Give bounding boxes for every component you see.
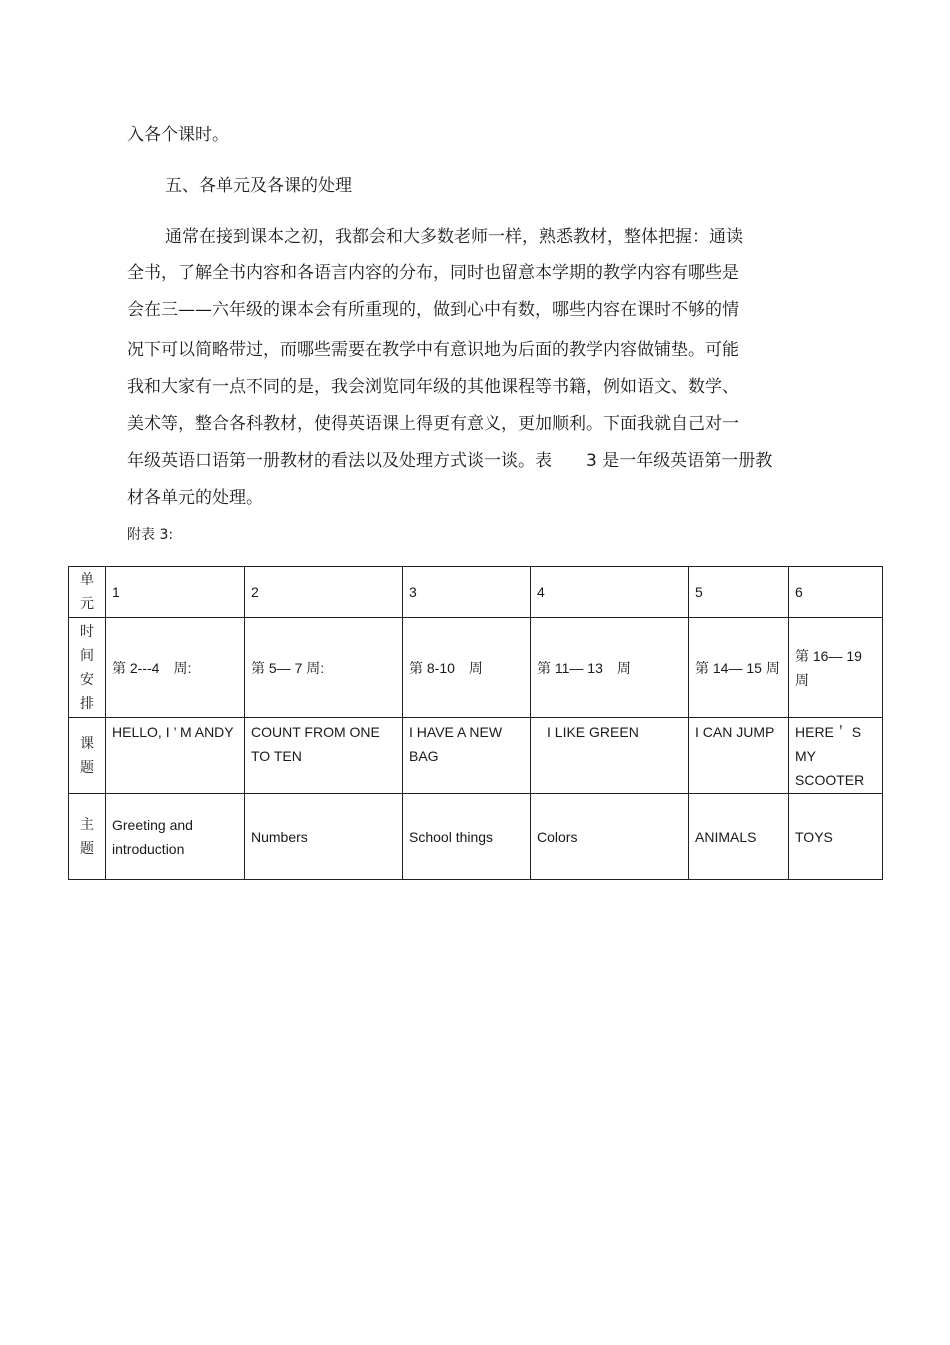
theme-cell: Greeting and introduction	[106, 794, 245, 880]
body-line: 年级英语口语第一册教材的看法以及处理方式谈一谈。表 3 是一年级英语第一册教	[127, 451, 773, 471]
title-cell: I HAVE A NEW BAG	[403, 718, 531, 794]
unit-number-cell: 3	[403, 567, 531, 618]
title-cell: HELLO, I ’ M ANDY	[106, 718, 245, 794]
theme-cell: TOYS	[789, 794, 883, 880]
table-row-schedule	[69, 618, 883, 718]
section-heading: 五、各单元及各课的处理	[165, 176, 352, 196]
schedule-cell: 第 8-10 周	[403, 618, 531, 718]
table-caption: 附表 3:	[127, 527, 174, 543]
schedule-cell: 第 14— 15 周	[689, 618, 789, 718]
body-line: 材各单元的处理。	[127, 488, 263, 508]
title-cell: COUNT FROM ONE TO TEN	[245, 718, 403, 794]
body-line: 通常在接到课本之初，我都会和大多数老师一样，熟悉教材，整体把握：通读	[165, 227, 743, 247]
schedule-cell: 第 2---4 周:	[106, 618, 245, 718]
table-row-theme	[69, 794, 883, 880]
schedule-cell: 第 11— 13 周	[531, 618, 689, 718]
theme-cell: School things	[403, 794, 531, 880]
unit-number-cell: 1	[106, 567, 245, 618]
row-header-unit: 单元	[69, 567, 106, 618]
theme-cell: ANIMALS	[689, 794, 789, 880]
row-header-schedule: 时间安排	[69, 618, 106, 718]
table-row-unit	[69, 567, 883, 618]
carry-over-text: 入各个课时。	[127, 125, 229, 145]
title-cell: I CAN JUMP	[689, 718, 789, 794]
body-line: 会在三——六年级的课本会有所重现的，做到心中有数，哪些内容在课时不够的情	[127, 300, 739, 320]
unit-number-cell: 6	[789, 567, 883, 618]
row-header-title: 课题	[69, 718, 106, 794]
title-cell: HERE＇ S MY SCOOTER	[789, 718, 883, 794]
unit-number-cell: 5	[689, 567, 789, 618]
unit-number-cell: 2	[245, 567, 403, 618]
body-line: 美术等，整合各科教材，使得英语课上得更有意义，更加顺利。下面我就自己对一	[127, 414, 739, 434]
unit-number-cell: 4	[531, 567, 689, 618]
schedule-cell: 第 16— 19 周	[789, 618, 883, 718]
body-line: 全书，了解全书内容和各语言内容的分布，同时也留意本学期的教学内容有哪些是	[127, 263, 739, 283]
body-line: 我和大家有一点不同的是，我会浏览同年级的其他课程等书籍，例如语文、数学、	[127, 377, 739, 397]
title-cell: I LIKE GREEN	[531, 718, 689, 794]
body-line: 况下可以简略带过，而哪些需要在教学中有意识地为后面的教学内容做铺垫。可能	[127, 340, 739, 360]
unit-plan-table	[68, 566, 883, 880]
schedule-cell: 第 5— 7 周:	[245, 618, 403, 718]
theme-cell: Numbers	[245, 794, 403, 880]
row-header-theme: 主题	[69, 794, 106, 880]
theme-cell: Colors	[531, 794, 689, 880]
table-row-title	[69, 718, 883, 794]
